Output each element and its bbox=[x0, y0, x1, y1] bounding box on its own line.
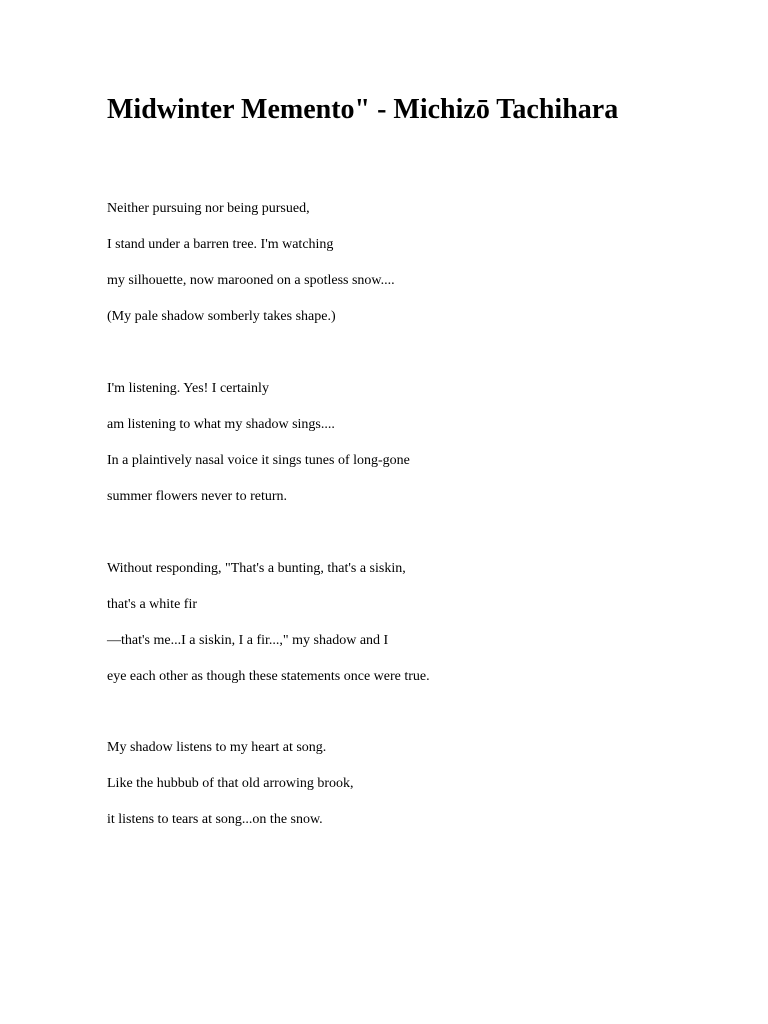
poem-line: summer flowers never to return. bbox=[107, 489, 287, 504]
poem-line: I stand under a barren tree. I'm watching bbox=[107, 237, 334, 252]
poem-line: I'm listening. Yes! I certainly bbox=[107, 381, 269, 396]
poem-line: Without responding, "That's a bunting, that's a siskin, bbox=[107, 561, 406, 576]
poem-line: My shadow listens to my heart at song. bbox=[107, 740, 327, 755]
poem-line: In a plaintively nasal voice it sings tunes of long-gone bbox=[107, 453, 410, 468]
poem-title: Midwinter Memento" - Michizō Tachihara bbox=[107, 94, 619, 125]
poem-line: that's a white fir bbox=[107, 597, 197, 612]
poem-line: am listening to what my shadow sings.... bbox=[107, 417, 335, 432]
poem-line: —that's me...I a siskin, I a fir...," my shadow and I bbox=[107, 633, 389, 648]
poem-line: my silhouette, now marooned on a spotless snow.... bbox=[107, 273, 395, 288]
poem-line: it listens to tears at song...on the snow. bbox=[107, 812, 323, 827]
poem-line: Neither pursuing nor being pursued, bbox=[107, 201, 310, 216]
poem-line: (My pale shadow somberly takes shape.) bbox=[107, 309, 336, 324]
poem-line: Like the hubbub of that old arrowing brook, bbox=[107, 776, 354, 791]
poem-line: eye each other as though these statements once were true. bbox=[107, 669, 430, 684]
